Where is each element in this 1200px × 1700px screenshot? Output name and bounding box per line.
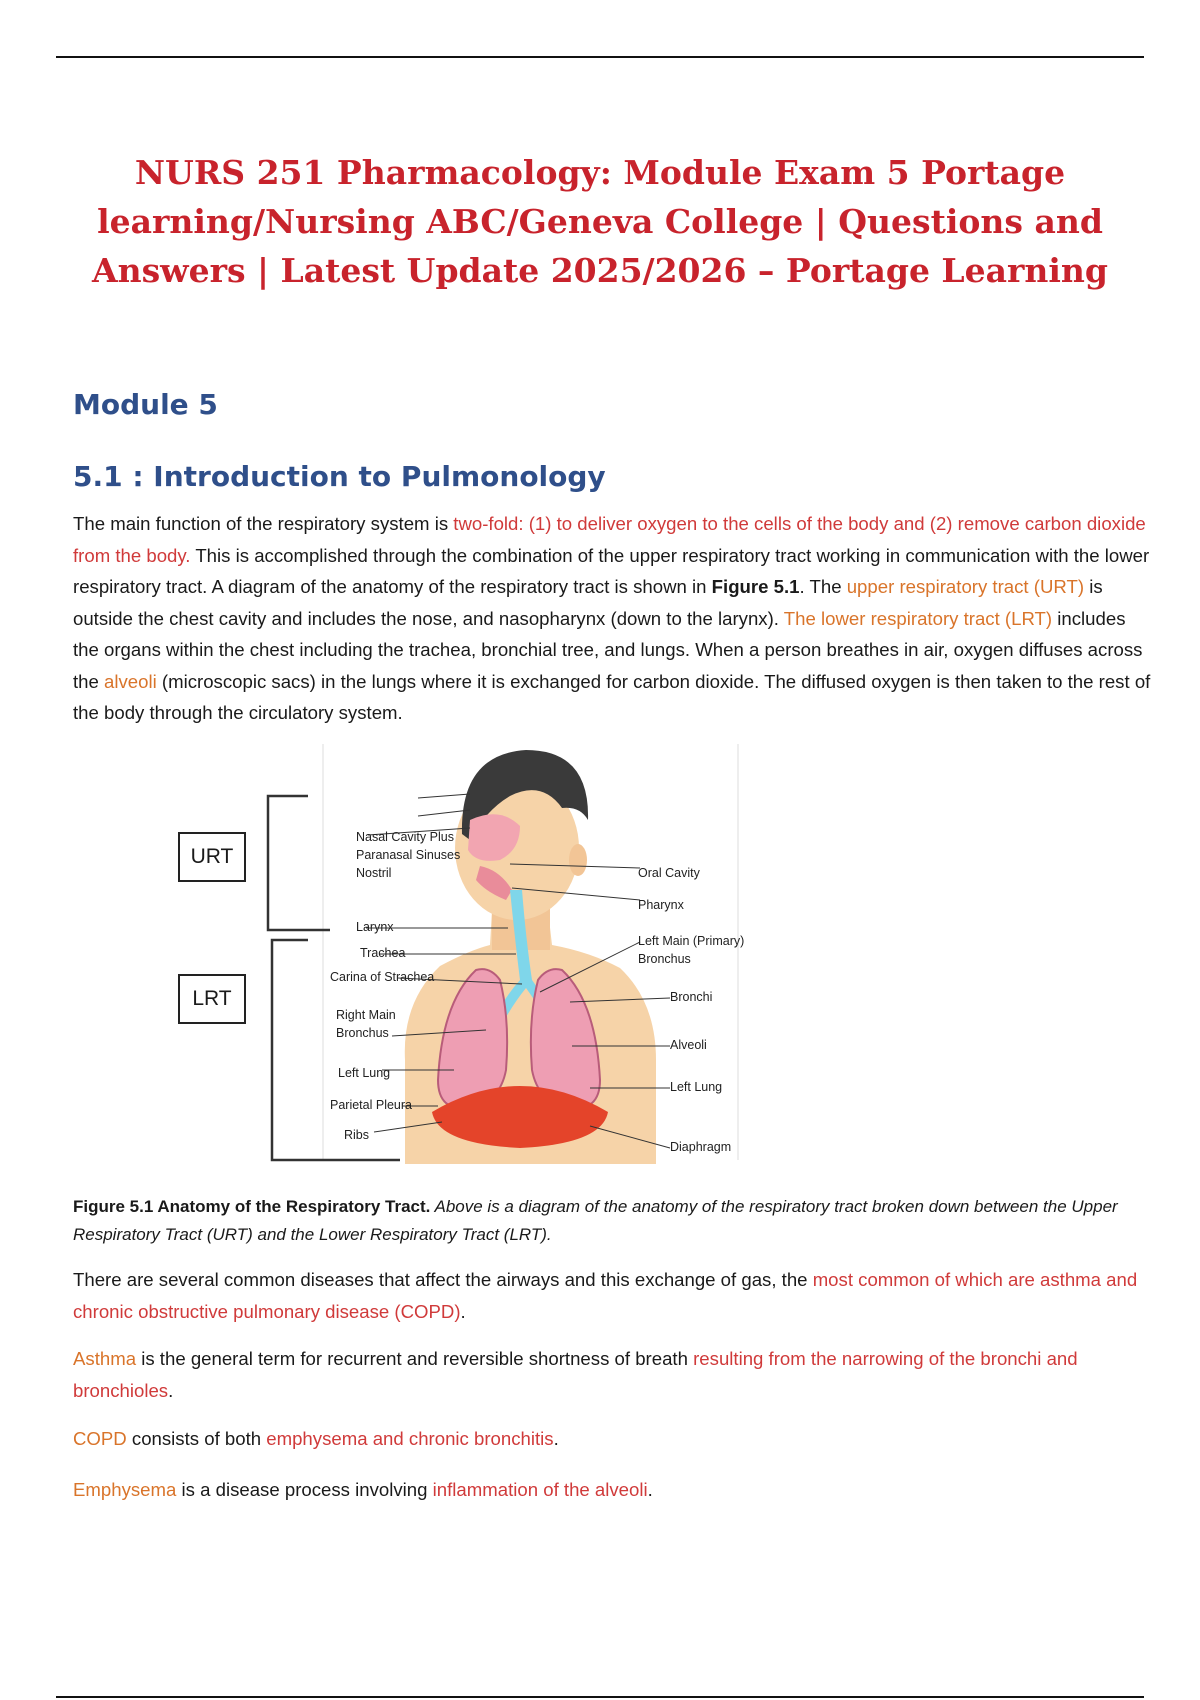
label-nostril: Nostril — [356, 866, 392, 880]
text-span: is a disease process involving — [176, 1479, 433, 1500]
module-heading: Module 5 — [73, 388, 218, 421]
term-alveoli: alveoli — [104, 670, 157, 692]
term-asthma: Asthma — [73, 1348, 137, 1369]
term-urt: upper respiratory tract (URT) — [846, 576, 1085, 597]
label-diaphragm: Diaphragm — [670, 1140, 732, 1154]
term-lrt: The lower respiratory tract (LRT) — [783, 607, 1053, 629]
label-parietal-pleura: Parietal Pleura — [330, 1098, 412, 1112]
text-span: includes the organs within the chest including the trachea, bronchial tree, and lungs. When a person breathes in air, oxygen diffuses across the — [73, 607, 1143, 692]
text-span: . — [168, 1379, 174, 1401]
label-oral-cavity: Oral Cavity — [638, 866, 700, 880]
label-paranasal-sinuses: Paranasal Sinuses — [356, 848, 461, 862]
highlight-text: most common of which are asthma and chronic obstructive pulmonary disease (COPD) — [73, 1269, 1138, 1322]
label-left-main-primary: Left Main (Primary) — [638, 934, 745, 948]
section-heading: 5.1 : Introduction to Pulmonology — [73, 460, 606, 493]
label-left-lung-right: Left Lung — [670, 1080, 723, 1094]
bottom-rule — [56, 1696, 1144, 1698]
label-left-bronchus: Bronchus — [638, 952, 691, 966]
label-bronchus: Bronchus — [336, 1026, 389, 1040]
text-span: . — [460, 1300, 466, 1322]
highlight-text: two-fold: (1) to deliver oxygen to the cells of the body and (2) remove carbon dioxide from the body. — [73, 513, 1146, 566]
text-span: . The — [799, 576, 847, 597]
text-span: is outside the chest cavity and includes the nose, and nasopharynx (down to the larynx). — [73, 576, 1103, 629]
intro-paragraph — [73, 508, 1153, 729]
urt-tag: URT — [178, 832, 246, 882]
label-pharynx: Pharynx — [638, 898, 684, 912]
caption-text: Above is a diagram of the anatomy of the respiratory tract broken down between the Upper Respiratory Tract (URT) and the Lower Respiratory Tract (LRT). — [73, 1197, 1118, 1244]
highlight-text: emphysema and chronic bronchitis — [266, 1428, 554, 1449]
caption-title: Figure 5.1 Anatomy of the Respiratory Tract. — [73, 1197, 431, 1216]
document-title: NURS 251 Pharmacology: Module Exam 5 Portage learning/Nursing ABC/Geneva College | Questions and Answers | Latest Update 2025/2026 – Portage Learning — [92, 153, 1108, 290]
label-carina: Carina of Strachea — [330, 970, 435, 984]
text-span: The main function of the respiratory system is — [73, 513, 454, 534]
label-right-main: Right Main — [336, 1008, 396, 1022]
diseases-paragraph — [73, 1264, 1153, 1327]
highlight-text: inflammation of the alveoli — [432, 1479, 648, 1500]
text-span: . — [647, 1479, 653, 1500]
respiratory-anatomy-figure — [170, 740, 760, 1164]
text-span: . — [553, 1428, 559, 1449]
text-span: There are several common diseases that affect the airways and this exchange of gas, the — [73, 1269, 813, 1290]
text-span: (microscopic sacs) in the lungs where it is exchanged for carbon dioxide. The diffused oxygen is then taken to the rest of the body through the circulatory system. — [73, 670, 1151, 723]
emphysema-paragraph — [73, 1474, 1153, 1506]
figure-caption — [73, 1193, 1153, 1249]
highlight-text: resulting from the narrowing of the bronchi and bronchioles — [73, 1348, 1078, 1401]
term-copd: COPD — [73, 1428, 127, 1449]
label-nasal-cavity: Nasal Cavity Plus — [356, 830, 454, 844]
label-trachea: Trachea — [360, 946, 406, 960]
term-emphysema: Emphysema — [73, 1479, 177, 1500]
label-left-lung-left: Left Lung — [338, 1066, 391, 1080]
asthma-paragraph — [73, 1343, 1153, 1406]
figure-reference: Figure 5.1 — [711, 576, 800, 597]
copd-paragraph — [73, 1423, 1153, 1455]
lrt-tag: LRT — [178, 974, 246, 1024]
text-span: consists of both — [126, 1428, 267, 1449]
label-larynx: Larynx — [356, 920, 394, 934]
text-span: This is accomplished through the combination of the upper respiratory tract working in communication with the lower respiratory tract. A diagram of the anatomy of the respiratory tract is shown in — [73, 544, 1150, 597]
label-bronchi: Bronchi — [670, 990, 713, 1004]
label-alveoli: Alveoli — [670, 1038, 707, 1052]
text-span: is the general term for recurrent and reversible shortness of breath — [136, 1348, 694, 1369]
label-ribs: Ribs — [344, 1128, 370, 1142]
top-rule — [56, 56, 1144, 58]
